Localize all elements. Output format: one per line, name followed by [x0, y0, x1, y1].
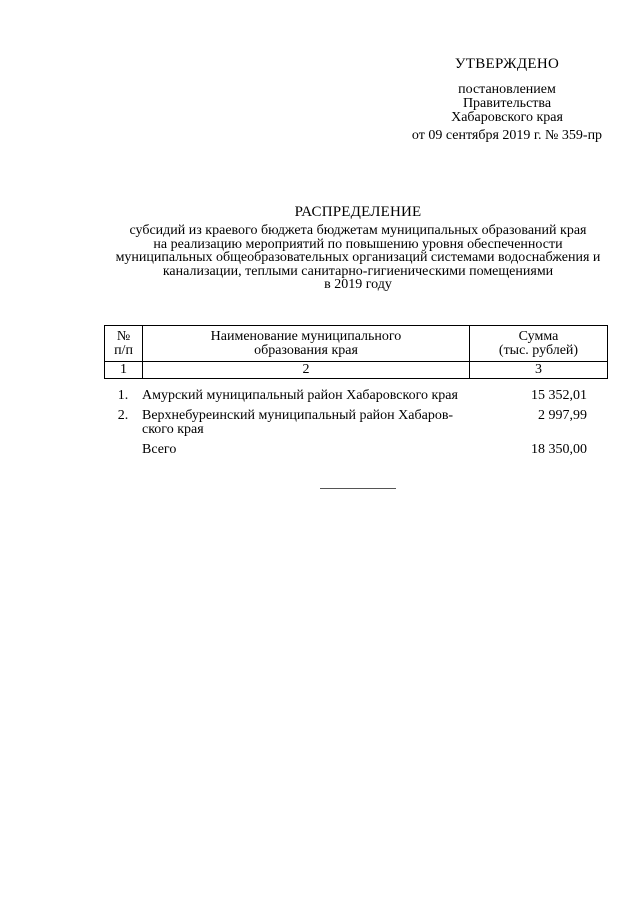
table-row [104, 389, 607, 409]
document-subtitle [100, 224, 616, 292]
approval-line-3: Хабаровского края [451, 110, 563, 125]
subtitle-line: субсидий из краевого бюджета бюджетам муниципальных образований края [129, 223, 587, 238]
row-name-line1: Амурский муниципальный район Хабаровского края [142, 388, 458, 403]
total-label: Всего [142, 442, 177, 457]
column-number: 2 [143, 362, 470, 379]
header-name [143, 326, 470, 362]
header-sum [470, 326, 608, 362]
table-body [104, 389, 607, 457]
row-name [142, 389, 487, 409]
document-title: РАСПРЕДЕЛЕНИЕ [294, 204, 422, 220]
row-name [142, 409, 487, 443]
approval-heading: УТВЕРЖДЕНО [454, 56, 560, 72]
total-sum: 18 350,00 [531, 442, 587, 457]
row-name-line2: ского края [142, 422, 204, 437]
column-number-row [105, 362, 608, 379]
end-divider [320, 488, 396, 489]
row-num: 2. [117, 408, 129, 423]
approval-line-2: Правительства [462, 96, 552, 111]
header-sum-line2: (тыс. рублей) [498, 342, 579, 358]
subtitle-line: муниципальных общеобразовательных организаций системами водоснабжения и [115, 250, 601, 266]
header-num-line1: № [116, 328, 131, 344]
column-number: 1 [105, 362, 143, 379]
column-number: 3 [470, 362, 608, 379]
table-header [104, 325, 608, 379]
subtitle-line: на реализацию мероприятий по повышению уровня обеспеченности [153, 236, 563, 252]
approval-line-1: постановлением [458, 82, 556, 97]
row-num: 1. [117, 388, 129, 403]
approval-block [392, 57, 622, 143]
row-name-line1: Верхнебуреинский муниципальный район Хабаров- [142, 408, 454, 423]
row-sum: 15 352,01 [531, 388, 587, 403]
subtitle-line: канализации, теплыми санитарно-гигиеническими помещениями [162, 263, 554, 279]
header-num-line2: п/п [114, 342, 133, 358]
total-num [104, 443, 142, 457]
table-row [104, 409, 607, 443]
total-row [104, 443, 607, 457]
approval-date: от 09 сентября 2019 г. № 359-пр [411, 128, 603, 143]
header-row [105, 326, 608, 362]
header-name-line1: Наименование муниципального [210, 328, 402, 344]
header-name-line2: образования края [254, 342, 358, 358]
header-sum-line1: Сумма [518, 328, 559, 344]
header-num [105, 326, 143, 362]
row-sum: 2 997,99 [538, 408, 587, 423]
subtitle-line: в 2019 году [324, 277, 392, 293]
